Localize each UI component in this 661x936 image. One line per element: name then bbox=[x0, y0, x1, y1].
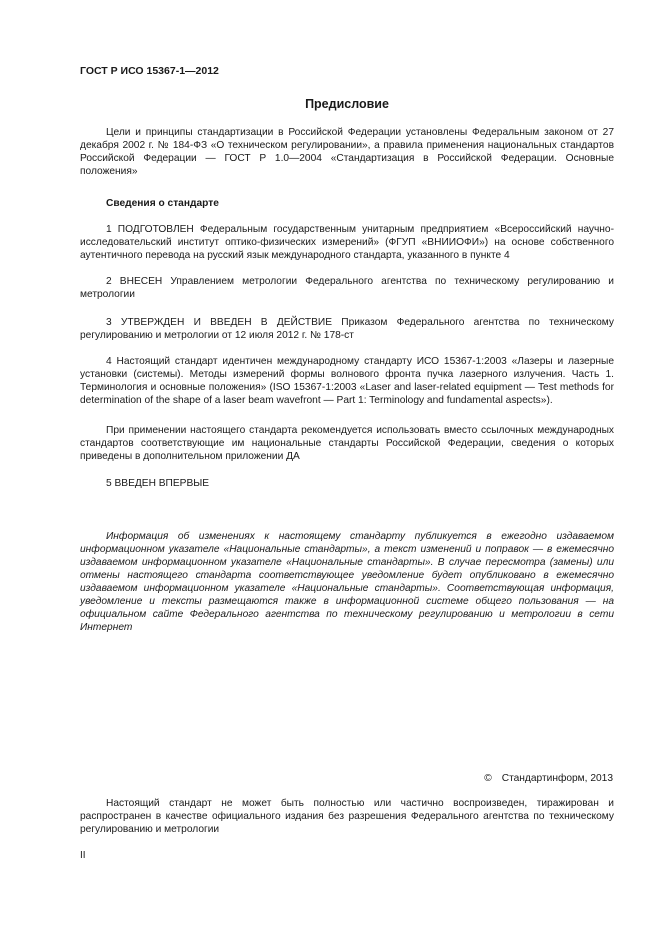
document-code: ГОСТ Р ИСО 15367-1—2012 bbox=[80, 65, 219, 77]
preface-item-3: 3 УТВЕРЖДЕН И ВВЕДЕН В ДЕЙСТВИЕ Приказом Федерального агентства по техническому регулированию и метрологии от 12 июля 2012 г. № 178-ст bbox=[80, 317, 614, 341]
copyright-line bbox=[484, 772, 613, 785]
standard-info-subheading: Сведения о стандарте bbox=[106, 198, 219, 209]
preface-item-5: 5 ВВЕДЕН ВПЕРВЫЕ bbox=[106, 478, 210, 489]
preface-item-4-note: При применении настоящего стандарта рекомендуется использовать вместо ссылочных международных стандартов соответствующие им национальные стандарты Российской Федерации, сведения о которых приведены в дополнительном приложении ДА bbox=[80, 425, 614, 462]
changes-information-paragraph: Информация об изменениях к настоящему стандарту публикуется в ежегодно издаваемом информационном указателе «Национальные стандарты», а текст изменений и поправок — в ежемесячно издаваемом информационном указателе «Национальные стандарты». В случае пересмотра (замены) или отмены настоящего стандарта соответствующее уведомление будет опубликовано в ежемесячно издаваемом информационном указателе «Национальные стандарты». Соответствующая информация, уведомление и тексты размещаются также в информационной системе общего пользования — на официальном сайте Федерального агентства по техническому регулированию и метрологии в сети Интернет bbox=[80, 531, 614, 633]
preface-item-2: 2 ВНЕСЕН Управлением метрологии Федерального агентства по техническому регулированию и метрологии bbox=[80, 276, 614, 300]
copyright-symbol: © bbox=[484, 773, 492, 784]
preface-item-4: 4 Настоящий стандарт идентичен международному стандарту ИСО 15367-1:2003 «Лазеры и лазерные установки (системы). Методы измерений формы волнового фронта пучка лазерного излучения. Часть 1. Терминология и основные положения» (ISO 15367-1:2003 «Laser and laser-related equipment — Test methods for determination of the shape of a laser beam wavefront — Part 1: Terminology and fundamental aspects»). bbox=[80, 356, 614, 406]
preface-intro-paragraph: Цели и принципы стандартизации в Российской Федерации установлены Федеральным законом от 27 декабря 2002 г. № 184-ФЗ «О техническом регулировании», а правила применения национальных стандартов Российской Федерации — ГОСТ Р 1.0—2004 «Стандартизация в Российской Федерации. Основные положения» bbox=[80, 127, 614, 177]
preface-item-1: 1 ПОДГОТОВЛЕН Федеральным государственным унитарным предприятием «Всероссийский научно-исследовательский институт оптико-физических измерений» (ФГУП «ВНИИОФИ») на основе собственного аутентичного перевода на русский язык международного стандарта, указанного в пункте 4 bbox=[80, 224, 614, 261]
page-number: II bbox=[80, 850, 86, 861]
copyright-text: Стандартинформ, 2013 bbox=[501, 773, 613, 784]
reproduction-notice: Настоящий стандарт не может быть полностью или частично воспроизведен, тиражирован и распространен в качестве официального издания без разрешения Федерального агентства по техническому регулированию и метрологии bbox=[80, 798, 614, 835]
preface-title: Предисловие bbox=[305, 97, 389, 111]
